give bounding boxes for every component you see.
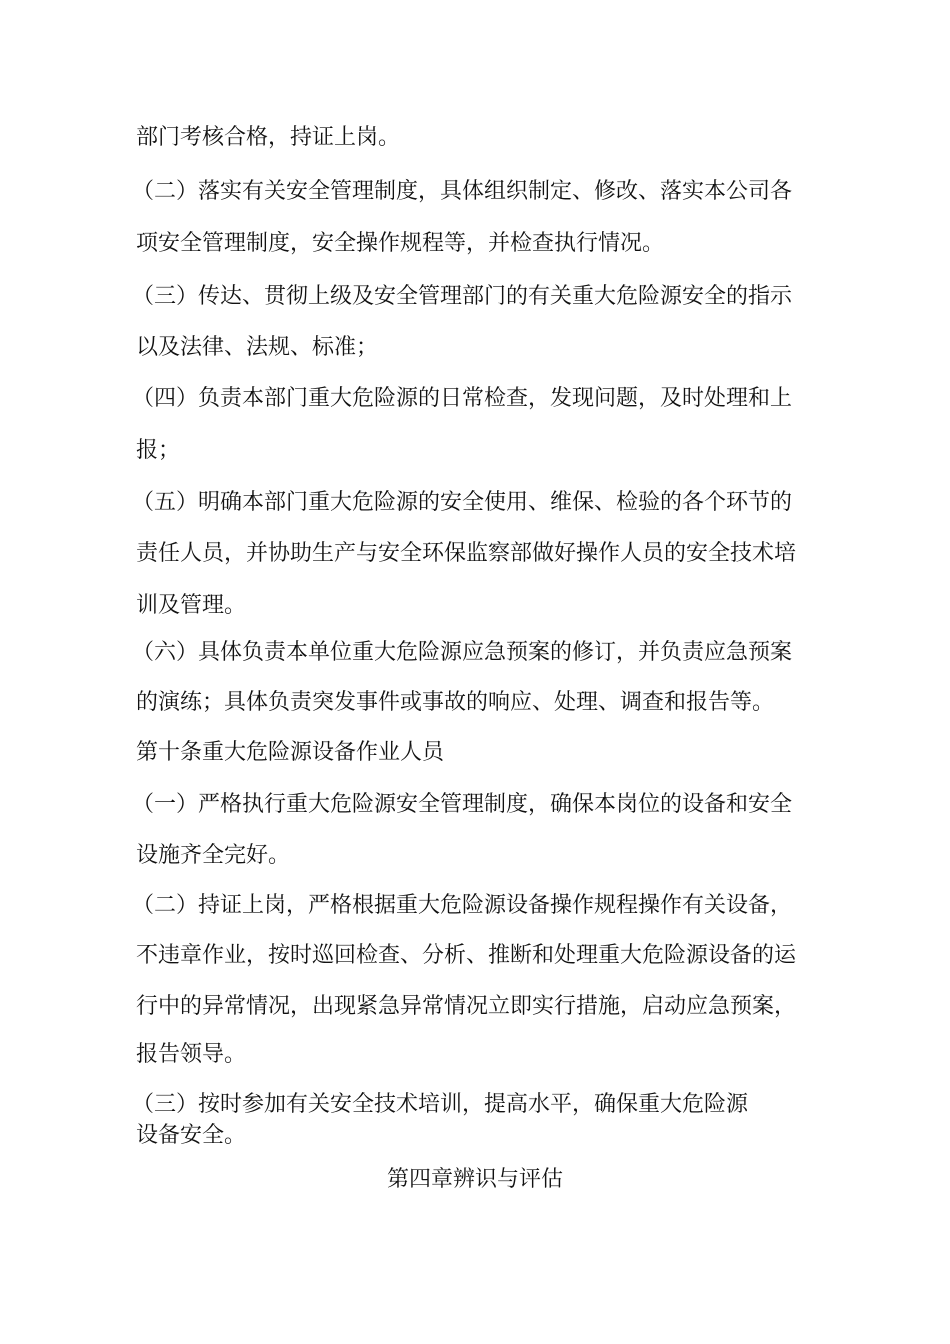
text-line: （三）传达、贯彻上级及安全管理部门的有关重大危险源安全的指示 <box>132 284 793 309</box>
chapter-heading: 第四章辨识与评估 <box>386 1167 563 1192</box>
text-line: 部门考核合格，持证上岗。 <box>136 125 401 150</box>
section-heading: 第十条重大危险源设备作业人员 <box>136 740 445 765</box>
text-line: （六）具体负责本单位重大危险源应急预案的修订，并负责应急预案 <box>132 640 793 665</box>
text-line: 的演练；具体负责突发事件或事故的响应、处理、调查和报告等。 <box>136 690 775 715</box>
text-line: 训及管理。 <box>136 593 247 618</box>
text-line: 责任人员，并协助生产与安全环保监察部做好操作人员的安全技术培 <box>136 541 797 566</box>
text-line: 项安全管理制度，安全操作规程等，并检查执行情况。 <box>136 231 665 256</box>
text-line: 行中的异常情况，出现紧急异常情况立即实行措施，启动应急预案， <box>136 994 797 1019</box>
text-line: （四）负责本部门重大危险源的日常检查，发现问题，及时处理和上 <box>132 386 793 411</box>
text-line: （三）按时参加有关安全技术培训，提高水平，确保重大危险源 <box>132 1092 749 1117</box>
text-line: 设施齐全完好。 <box>136 843 291 868</box>
text-line: 设备安全。 <box>136 1123 247 1148</box>
text-line: 报； <box>136 438 181 463</box>
text-line: 报告领导。 <box>136 1042 247 1067</box>
text-line: 以及法律、法规、标准； <box>136 335 379 360</box>
text-line: （五）明确本部门重大危险源的安全使用、维保、检验的各个环节的 <box>132 490 793 515</box>
text-line: （二）落实有关安全管理制度，具体组织制定、修改、落实本公司各 <box>132 179 793 204</box>
text-line: （二）持证上岗，严格根据重大危险源设备操作规程操作有关设备， <box>132 893 793 918</box>
text-line: （一）严格执行重大危险源安全管理制度，确保本岗位的设备和安全 <box>132 792 793 817</box>
text-line: 不违章作业，按时巡回检查、分析、推断和处理重大危险源设备的运 <box>136 943 797 968</box>
